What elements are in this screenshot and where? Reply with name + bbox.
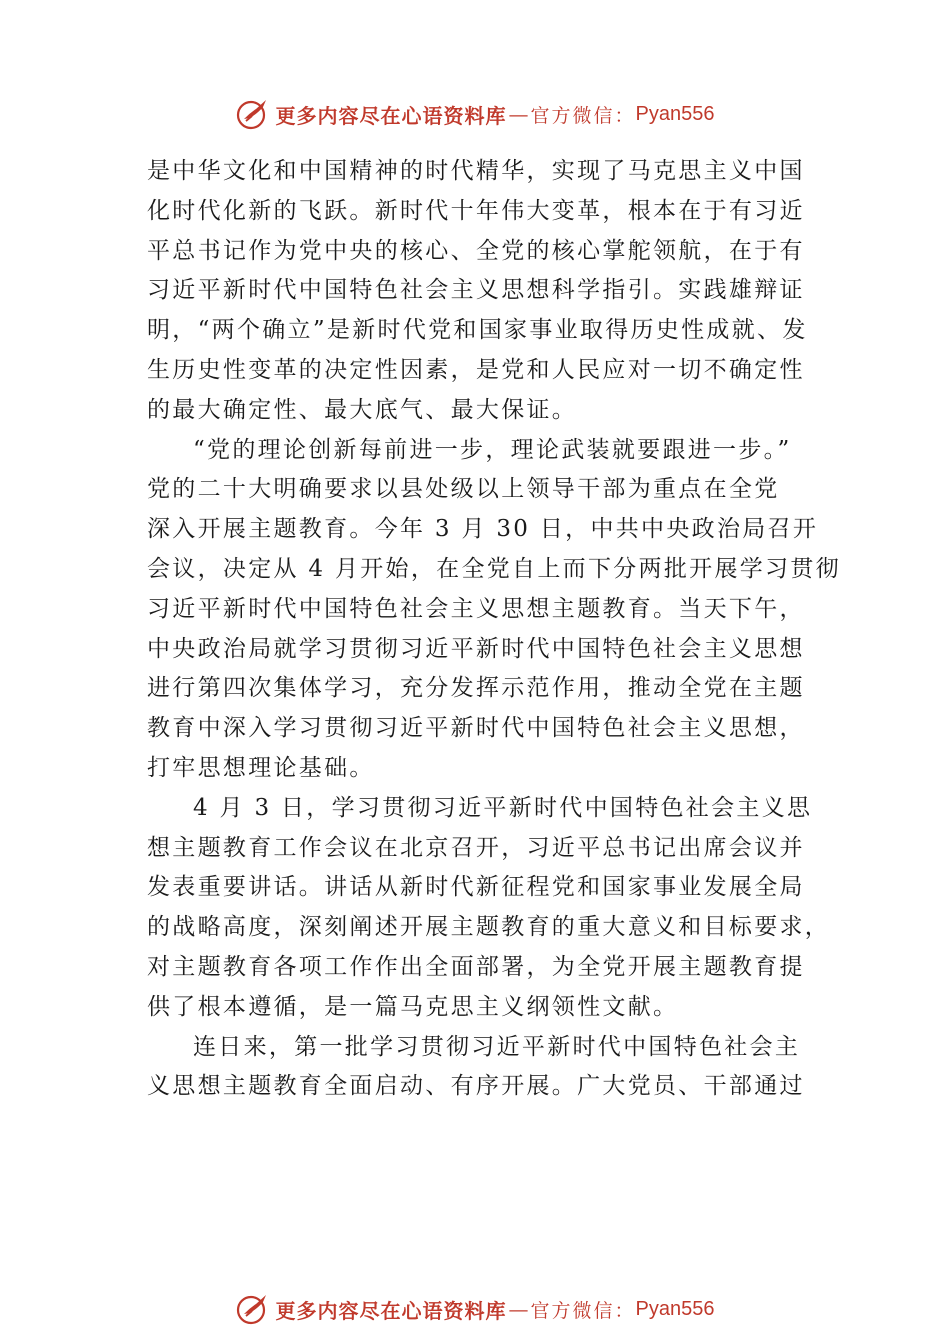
text-line: 进行第四次集体学习，充分发挥示范作用，推动全党在主题 xyxy=(147,675,805,702)
text-line: 对主题教育各项工作作出全面部署，为全党开展主题教育提 xyxy=(147,953,805,980)
quill-seal-icon xyxy=(236,97,270,131)
header-banner xyxy=(0,94,950,134)
paragraph-2 xyxy=(147,431,841,789)
quill-seal-icon xyxy=(236,1292,270,1326)
text-line: 的最大确定性、最大底气、最大保证。 xyxy=(147,396,578,423)
text-line: 习近平新时代中国特色社会主义思想科学指引。实践雄辩证 xyxy=(147,277,805,304)
text-line: 义思想主题教育全面启动、有序开展。广大党员、干部通过 xyxy=(147,1073,805,1100)
header-wechat-label: 官方微信： xyxy=(530,104,636,127)
text-line: 明，“两个确立”是新时代党和国家事业取得历史性成就、发 xyxy=(147,317,808,344)
text-line: “党的理论创新每前进一步，理论武装就要跟进一步。” xyxy=(193,436,792,463)
text-line: 化时代化新的飞跃。新时代十年伟大变革，根本在于有习近 xyxy=(147,197,805,224)
footer-wechat-id: Pyan556 xyxy=(635,1297,715,1320)
text-line: 教育中深入学习贯彻习近平新时代中国特色社会主义思想， xyxy=(147,715,805,742)
text-line: 打牢思想理论基础。 xyxy=(147,754,375,781)
text-line: 会议，决定从 4 月开始，在全党自上而下分两批开展学习贯彻 xyxy=(147,555,841,582)
text-line: 平总书记作为党中央的核心、全党的核心掌舵领航，在于有 xyxy=(147,237,805,264)
document-body xyxy=(147,152,841,1107)
footer-dash: — xyxy=(508,1297,529,1321)
text-line: 深入开展主题教育。今年 3 月 30 日，中共中央政治局召开 xyxy=(147,516,819,543)
text-line: 的战略高度，深刻阐述开展主题教育的重大意义和目标要求， xyxy=(147,914,831,941)
text-line: 生历史性变革的决定性因素，是党和人民应对一切不确定性 xyxy=(147,356,805,383)
header-dash: — xyxy=(508,102,529,126)
paragraph-1 xyxy=(147,152,837,431)
footer-wechat-label: 官方微信： xyxy=(530,1299,636,1322)
text-line: 连日来，第一批学习贯彻习近平新时代中国特色社会主 xyxy=(193,1033,801,1060)
text-line: 党的二十大明确要求以县处级以上领导干部为重点在全党 xyxy=(147,476,780,503)
text-line: 习近平新时代中国特色社会主义思想主题教育。当天下午， xyxy=(147,595,805,622)
footer-banner xyxy=(0,1289,950,1329)
header-brand: 更多内容尽在心语资料库 xyxy=(275,103,507,128)
text-line: 4 月 3 日，学习贯彻习近平新时代中国特色社会主义思 xyxy=(193,794,813,821)
footer-brand: 更多内容尽在心语资料库 xyxy=(275,1298,507,1323)
paragraph-4 xyxy=(147,1028,837,1108)
text-line: 是中华文化和中国精神的时代精华，实现了马克思主义中国 xyxy=(147,158,805,184)
text-line: 供了根本遵循，是一篇马克思主义纲领性文献。 xyxy=(147,993,679,1020)
text-line: 想主题教育工作会议在北京召开，习近平总书记出席会议并 xyxy=(147,834,805,861)
header-wechat-id: Pyan556 xyxy=(635,102,715,125)
text-line: 中央政治局就学习贯彻习近平新时代中国特色社会主义思想 xyxy=(147,635,805,662)
paragraph-3 xyxy=(147,789,837,1028)
text-line: 发表重要讲话。讲话从新时代新征程党和国家事业发展全局 xyxy=(147,874,805,901)
